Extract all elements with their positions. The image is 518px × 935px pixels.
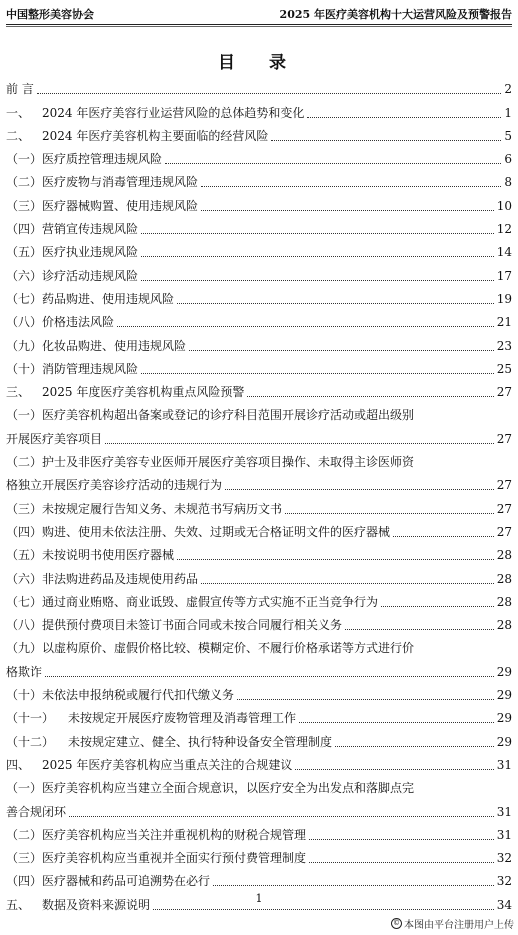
page-title: 目 录: [218, 53, 300, 73]
toc-entry[interactable]: [6, 214, 512, 237]
toc-entry-number: （一）: [6, 408, 43, 423]
toc-entry[interactable]: [6, 610, 512, 633]
toc-entry[interactable]: [6, 167, 512, 190]
toc-entry-number: （八）: [6, 618, 43, 633]
toc-entry-number: （五）: [6, 548, 43, 563]
dot-leader: [177, 558, 494, 560]
toc-entry-page: 14: [496, 245, 512, 260]
toc-entry-page: 27: [496, 524, 512, 539]
toc-entry-title: 2025 年度医疗美容机构重点风险预警: [42, 385, 245, 400]
running-header: [6, 4, 512, 24]
toc-entry-title: 2024 年医疗美容机构主要面临的经营风险: [42, 128, 269, 143]
dot-leader: [45, 675, 494, 677]
toc-entry-page: 27: [496, 478, 512, 493]
toc-entry-number: （一）: [6, 781, 43, 796]
toc-entry-page: 2: [504, 82, 512, 97]
toc-entry-page: 29: [496, 688, 512, 703]
toc-entry-number: （六）: [6, 571, 43, 586]
toc-entry-title: 医疗美容机构超出备案或登记的诊疗科目范围开展诊疗活动或超出级别: [42, 408, 415, 423]
toc-entry[interactable]: [6, 703, 512, 726]
dot-leader: [141, 255, 494, 257]
toc-entry-continuation[interactable]: [6, 470, 512, 493]
dot-leader: [295, 768, 493, 770]
toc-entry-page: 29: [496, 664, 512, 679]
dot-leader: [247, 395, 493, 397]
dot-leader: [271, 139, 501, 141]
toc-entry[interactable]: [6, 843, 512, 866]
toc-entry-title: 数据及资料来源说明: [42, 897, 151, 912]
toc-entry-page: 1: [504, 105, 512, 120]
toc-entry[interactable]: [6, 307, 512, 330]
toc-entry-number: （四）: [6, 222, 43, 237]
toc-entry[interactable]: [6, 354, 512, 377]
toc-entry[interactable]: [6, 866, 512, 889]
dot-leader: [69, 815, 494, 817]
dot-leader: [37, 92, 502, 94]
toc-entry-continuation[interactable]: [6, 423, 512, 446]
toc-entry-title-continued: 格独立开展医疗美容诊疗活动的违规行为: [6, 478, 223, 493]
toc-entry-number: 一、: [6, 105, 31, 120]
dot-leader: [141, 372, 494, 374]
toc-entry-number: （十一）: [6, 711, 55, 726]
watermark: [391, 916, 514, 931]
toc-entry-title-continued: 善合规闭环: [6, 804, 67, 819]
toc-entry-page: 28: [496, 618, 512, 633]
toc-entry-page: 27: [496, 385, 512, 400]
dot-leader: [381, 605, 494, 607]
dot-leader: [309, 838, 494, 840]
toc-entry-title: 未按规定建立、健全、执行特种设备安全管理制度: [68, 734, 333, 749]
toc-entry-page: 17: [496, 268, 512, 283]
toc-entry-title: 药品购进、使用违规风险: [42, 291, 175, 306]
toc-entry-page: 12: [496, 222, 512, 237]
toc-entry[interactable]: [6, 540, 512, 563]
toc-entry-title: 未按规定开展医疗废物管理及消毒管理工作: [68, 711, 297, 726]
dot-leader: [285, 512, 494, 514]
toc-entry-title: 2025 年医疗美容机构应当重点关注的合规建议: [42, 757, 293, 772]
toc-entry-title: 未依法申报纳税或履行代扣代缴义务: [42, 688, 235, 703]
toc-entry-page: 31: [496, 804, 512, 819]
toc-entry[interactable]: [6, 97, 512, 120]
toc-entry[interactable]: [6, 237, 512, 260]
toc-entry-number: （三）: [6, 198, 43, 213]
toc-entry-title: 以虚构原价、虚假价格比较、模糊定价、不履行价格承诺等方式进行价: [42, 641, 415, 656]
toc-entry-page: 29: [496, 734, 512, 749]
toc-entry-number: （七）: [6, 291, 43, 306]
toc-entry-page: 31: [496, 757, 512, 772]
toc-entry-number: （三）: [6, 851, 43, 866]
toc-entry[interactable]: [6, 820, 512, 843]
toc-entry[interactable]: [6, 260, 512, 283]
toc-entry-title: 购进、使用未依法注册、失效、过期或无合格证明文件的医疗器械: [42, 524, 391, 539]
toc-entry-title: 未按规定履行告知义务、未规范书写病历文书: [42, 501, 283, 516]
toc-entry-number: （四）: [6, 524, 43, 539]
header-org: 中国整形美容协会: [6, 8, 94, 21]
toc-entry-number: 四、: [6, 757, 31, 772]
toc-entry[interactable]: [6, 330, 512, 353]
toc-entry-title: 诊疗活动违规风险: [42, 268, 139, 283]
page-number: 1: [255, 892, 263, 905]
toc-entry-number: 五、: [6, 897, 31, 912]
toc-entry-number: （二）: [6, 827, 43, 842]
dot-leader: [335, 745, 494, 747]
dot-leader: [177, 302, 494, 304]
toc-entry-number: （四）: [6, 874, 43, 889]
toc-entry-page: 21: [496, 315, 512, 330]
toc-entry-title: 医疗质控管理违规风险: [42, 152, 163, 167]
toc-entry-number: （二）: [6, 455, 43, 470]
toc-entry[interactable]: [6, 74, 512, 97]
toc-entry-title: 提供预付费项目未签订书面合同或未按合同履行相关义务: [42, 618, 343, 633]
copyright-icon: ©: [393, 919, 400, 927]
toc-entry-title: 医疗废物与消毒管理违规风险: [42, 175, 199, 190]
dot-leader: [213, 884, 494, 886]
toc-entry-number: （九）: [6, 641, 43, 656]
toc-entry-title: 护士及非医疗美容专业医师开展医疗美容项目操作、未取得主诊医师资: [42, 455, 415, 470]
toc-entry-title: 医疗美容机构应当建立全面合规意识，以医疗安全为出发点和落脚点完: [42, 781, 415, 796]
toc-entry-title: 营销宣传违规风险: [42, 222, 139, 237]
toc-entry-number: （五）: [6, 245, 43, 260]
toc-entry-page: 28: [496, 594, 512, 609]
dot-leader: [201, 582, 494, 584]
watermark-text: 本图由平台注册用户上传: [404, 920, 514, 931]
dot-leader: [189, 349, 494, 351]
toc-entry-page: 28: [496, 548, 512, 563]
toc-entry-title: 通过商业贿赂、商业诋毁、虚假宣传等方式实施不正当竞争行为: [42, 594, 379, 609]
toc-entry-title: 前 言: [6, 82, 34, 97]
toc-entry[interactable]: [6, 587, 512, 610]
toc-entry-title-continued: 格欺诈: [6, 664, 43, 679]
toc-entry-page: 27: [496, 501, 512, 516]
toc-entry[interactable]: [6, 517, 512, 540]
dot-leader: [165, 162, 501, 164]
dot-leader: [201, 185, 501, 187]
toc-entry-number: （二）: [6, 175, 43, 190]
toc-entry[interactable]: [6, 377, 512, 400]
header-report-title: 2025 年医疗美容机构十大运营风险及预警报告: [279, 8, 512, 21]
toc-entry[interactable]: [6, 750, 512, 773]
dot-leader: [153, 908, 494, 910]
dot-leader: [393, 535, 494, 537]
dot-leader: [225, 488, 494, 490]
dot-leader: [201, 209, 494, 211]
toc-entry[interactable]: [6, 773, 512, 796]
toc-entry-number: 三、: [6, 385, 31, 400]
toc-entry-page: 32: [496, 851, 512, 866]
toc-entry[interactable]: [6, 144, 512, 167]
toc-entry-page: 25: [496, 361, 512, 376]
toc-entry-page: 34: [496, 897, 512, 912]
toc-entry-number: （三）: [6, 501, 43, 516]
toc-entry-title: 非法购进药品及违规使用药品: [42, 571, 199, 586]
toc-entry[interactable]: [6, 680, 512, 703]
dot-leader: [117, 325, 494, 327]
table-of-contents: [6, 74, 512, 913]
toc-entry[interactable]: [6, 563, 512, 586]
toc-entry[interactable]: [6, 726, 512, 749]
toc-entry-page: 32: [496, 874, 512, 889]
dot-leader: [299, 721, 494, 723]
toc-entry-title: 医疗美容机构应当关注并重视机构的财税合规管理: [42, 827, 307, 842]
toc-entry-title: 医疗器械和药品可追溯势在必行: [42, 874, 211, 889]
toc-entry-number: 二、: [6, 128, 31, 143]
toc-entry-page: 10: [496, 198, 512, 213]
dot-leader: [105, 442, 494, 444]
toc-entry-number: （十二）: [6, 734, 55, 749]
toc-entry-title: 未按说明书使用医疗器械: [42, 548, 175, 563]
toc-entry-page: 5: [504, 128, 512, 143]
dot-leader: [141, 232, 494, 234]
toc-entry[interactable]: [6, 400, 512, 423]
toc-entry-continuation[interactable]: [6, 656, 512, 679]
toc-entry[interactable]: [6, 284, 512, 307]
toc-entry-title: 化妆品购进、使用违规风险: [42, 338, 187, 353]
toc-entry[interactable]: [6, 493, 512, 516]
toc-entry-number: （十）: [6, 361, 43, 376]
toc-entry-title: 医疗美容机构应当重视并全面实行预付费管理制度: [42, 851, 307, 866]
dot-leader: [141, 279, 494, 281]
toc-entry-title: 2024 年医疗美容行业运营风险的总体趋势和变化: [42, 105, 305, 120]
toc-entry[interactable]: [6, 121, 512, 144]
toc-entry-title-continued: 开展医疗美容项目: [6, 431, 103, 446]
toc-entry-page: 28: [496, 571, 512, 586]
dot-leader: [345, 628, 494, 630]
toc-entry-page: 19: [496, 291, 512, 306]
toc-entry-page: 23: [496, 338, 512, 353]
toc-entry-number: （六）: [6, 268, 43, 283]
dot-leader: [309, 861, 494, 863]
toc-entry-number: （七）: [6, 594, 43, 609]
toc-entry-title: 消防管理违规风险: [42, 361, 139, 376]
toc-entry-number: （十）: [6, 688, 43, 703]
toc-entry-page: 27: [496, 431, 512, 446]
toc-entry[interactable]: [6, 190, 512, 213]
toc-entry-number: （一）: [6, 152, 43, 167]
toc-entry-number: （九）: [6, 338, 43, 353]
toc-entry-page: 8: [504, 175, 512, 190]
toc-entry-page: 29: [496, 711, 512, 726]
dot-leader: [307, 116, 501, 118]
toc-entry[interactable]: [6, 447, 512, 470]
toc-entry-continuation[interactable]: [6, 796, 512, 819]
toc-entry-title: 医疗执业违规风险: [42, 245, 139, 260]
toc-entry[interactable]: [6, 633, 512, 656]
toc-entry-number: （八）: [6, 315, 43, 330]
header-rule-thin: [6, 26, 512, 27]
toc-entry-page: 31: [496, 827, 512, 842]
toc-entry-title: 医疗器械购置、使用违规风险: [42, 198, 199, 213]
toc-entry-page: 6: [504, 152, 512, 167]
toc-entry-title: 价格违法风险: [42, 315, 115, 330]
header-rule: [6, 24, 512, 25]
dot-leader: [237, 698, 494, 700]
